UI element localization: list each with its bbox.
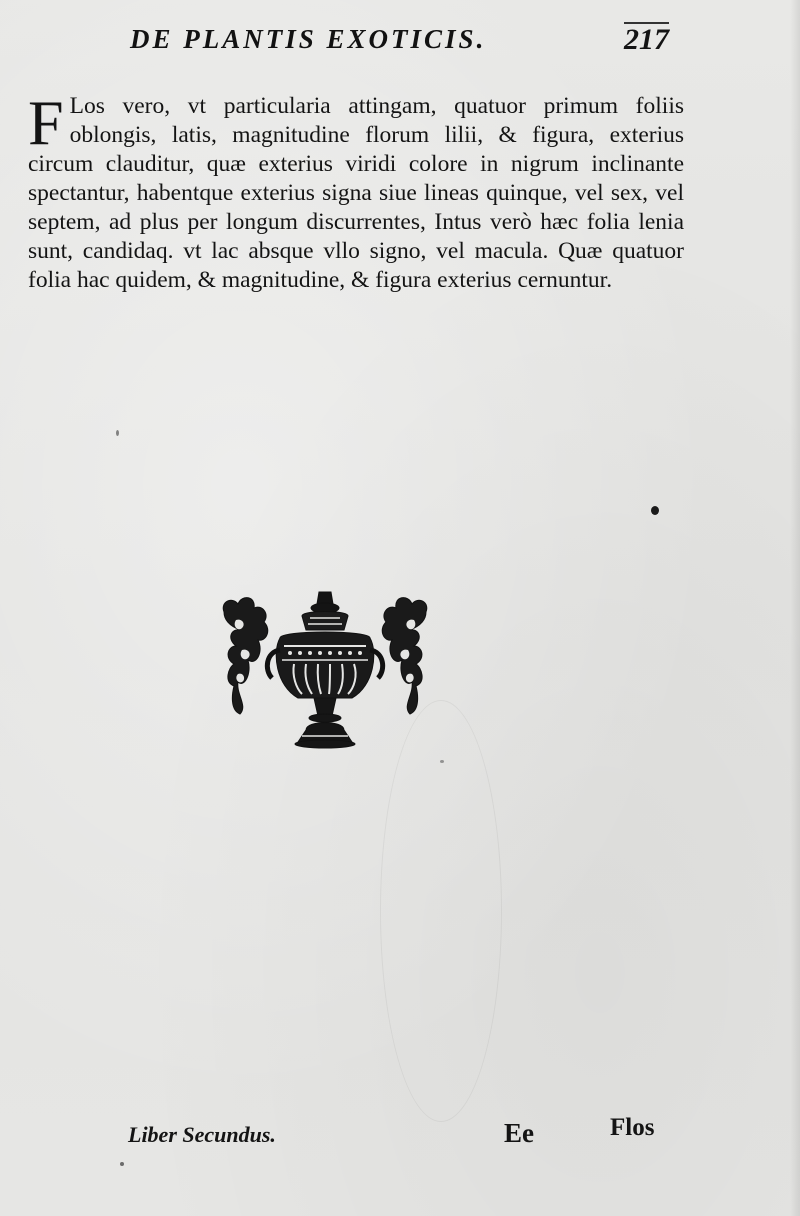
paper-stain [380, 700, 502, 1122]
paragraph-text: Los vero, vt particularia attingam, quatuor primum foliis oblongis, latis, magnitudine florum lilii, & figura, exterius circum clauditur, quæ exterius viridi colore in nigrum inclinante spectantur, habentque exterius signa siue lineas quinque, vel sex, vel septem, ad plus per longum discurrentes, Intus verò hæc folia lenia sunt, candidaq. vt lac absque vllo signo, vel macula. Quæ quatuor folia hac quidem, & magnitudine, & figura exterius cernuntur. [28, 93, 684, 293]
urn-with-grotesque-masks-icon [218, 590, 432, 750]
ink-speck [120, 1162, 124, 1166]
ink-speck [651, 506, 659, 515]
catchword: Flos [610, 1114, 655, 1141]
signature-mark: Ee [504, 1118, 534, 1148]
drop-cap: F [28, 87, 64, 158]
page-number: 217 [624, 23, 669, 56]
ink-speck [116, 430, 119, 436]
running-head: DE PLANTIS EXOTICIS. [130, 24, 487, 54]
body-paragraph [28, 87, 684, 295]
footer-signature: Liber Secundus. [128, 1122, 276, 1147]
page-edge-shadow [790, 0, 800, 1216]
